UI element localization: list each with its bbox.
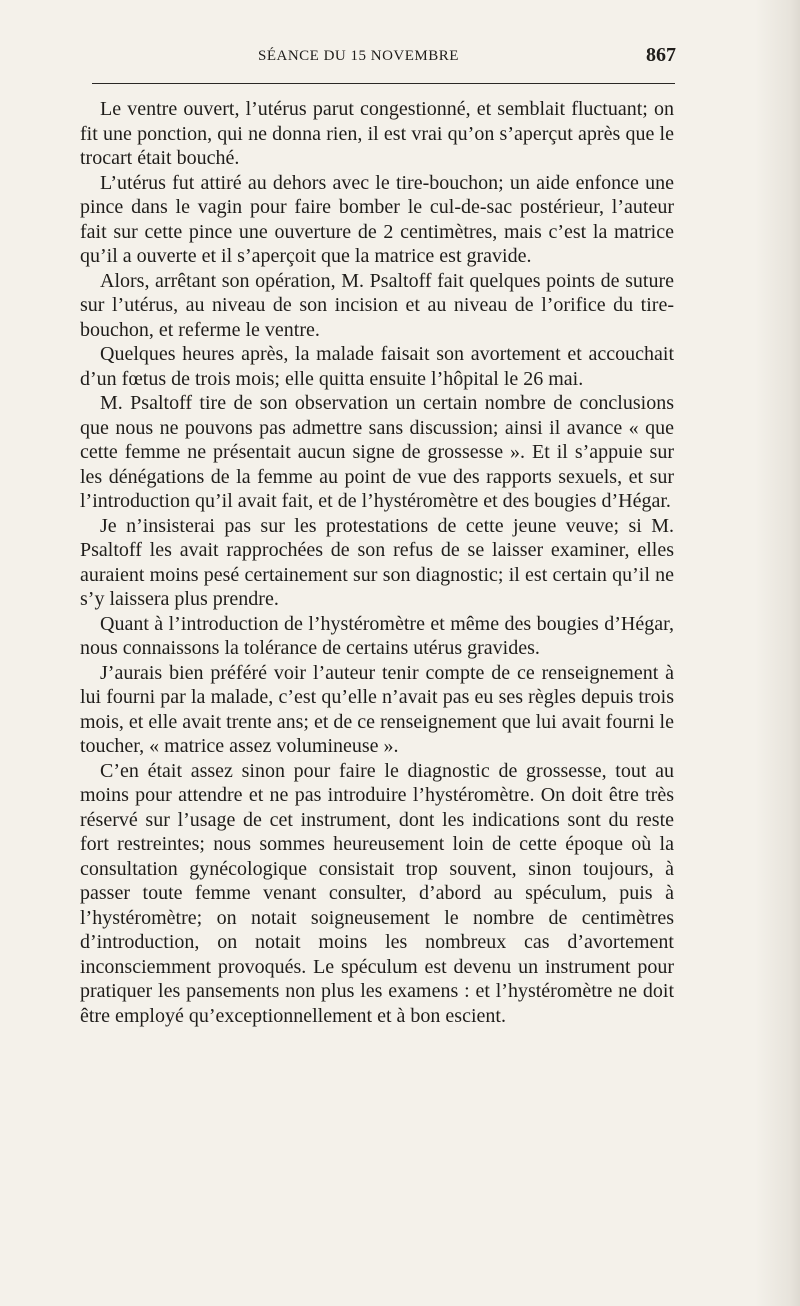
paragraph: Alors, arrêtant son opération, M. Psaltoff fait quelques points de suture sur l’utérus, au niveau de son incision et au niveau de l’orifice du tire-bouchon, et referme le ventre. (80, 269, 674, 341)
page-number: 867 (646, 44, 676, 66)
paragraph: Quelques heures après, la malade faisait son avortement et accouchait d’un fœtus de trois mois; elle quitta ensuite l’hôpital le 26 mai. (80, 343, 674, 390)
paragraph: Quant à l’introduction de l’hystéromètre et même des bougies d’Hégar, nous connaissons la tolérance de certains utérus gravides. (80, 612, 674, 659)
page-header (80, 44, 676, 74)
running-head: SÉANCE DU 15 NOVEMBRE (258, 48, 459, 64)
header-rule (92, 83, 675, 84)
paragraph: J’aurais bien préféré voir l’auteur tenir compte de ce renseignement à lui fourni par la malade, c’est qu’elle n’avait pas eu ses règles depuis trois mois, et elle avait trente ans; et de ce renseignement que lui avait fourni le toucher, « matrice assez volumineuse ». (80, 661, 674, 757)
paragraph: M. Psaltoff tire de son observation un certain nombre de conclusions que nous ne pouvons pas admettre sans discussion; ainsi il avance « que cette femme ne présentait aucun signe de grossesse ». Et il s’appuie sur les dénégations de la femme au point de vue des rapports sexuels, et sur l’introduction qu’il avait fait, et de l’hystéromètre et des bougies d’Hégar. (80, 392, 674, 512)
paragraph: Le ventre ouvert, l’utérus parut congestionné, et semblait fluctuant; on fit une ponction, qui ne donna rien, il est vrai qu’on s’aperçut après que le trocart était bouché. (80, 98, 674, 169)
paragraph: Je n’insisterai pas sur les protestations de cette jeune veuve; si M. Psaltoff les avait rapprochées de son refus de se laisser examiner, elles auraient moins pesé certainement sur son diagnostic; il est certain qu’il ne s’y laissera plus prendre. (80, 514, 674, 610)
paragraph: C’en était assez sinon pour faire le diagnostic de grossesse, tout au moins pour attendre et ne pas introduire l’hystéromètre. On doit être très réservé sur l’usage de cet instrument, dont les indications sont du reste fort restreintes; nous sommes heureusement loin de cette époque où la consultation gynécologique consistait trop souvent, sinon toujours, à passer toute femme venant consulter, d’abord au spéculum, puis à l’hystéromètre; on notait soigneusement le nombre de centimètres d’introduction, on notait moins les nombreux cas d’avortement inconsciemment provoqués. Le spéculum est devenu un instrument pour pratiquer les pansements non plus les examens : et l’hystéromètre ne doit être employé qu’exceptionnellement et à bon escient. (80, 759, 674, 1027)
paragraph: L’utérus fut attiré au dehors avec le tire-bouchon; un aide enfonce une pince dans le vagin pour faire bomber le cul-de-sac postérieur, l’auteur fait sur cette pince une ouverture de 2 centimètres, mais c’est la matrice qu’il a ouverte et il s’aperçoit que la matrice est gravide. (80, 171, 674, 267)
body-text (80, 97, 674, 1028)
